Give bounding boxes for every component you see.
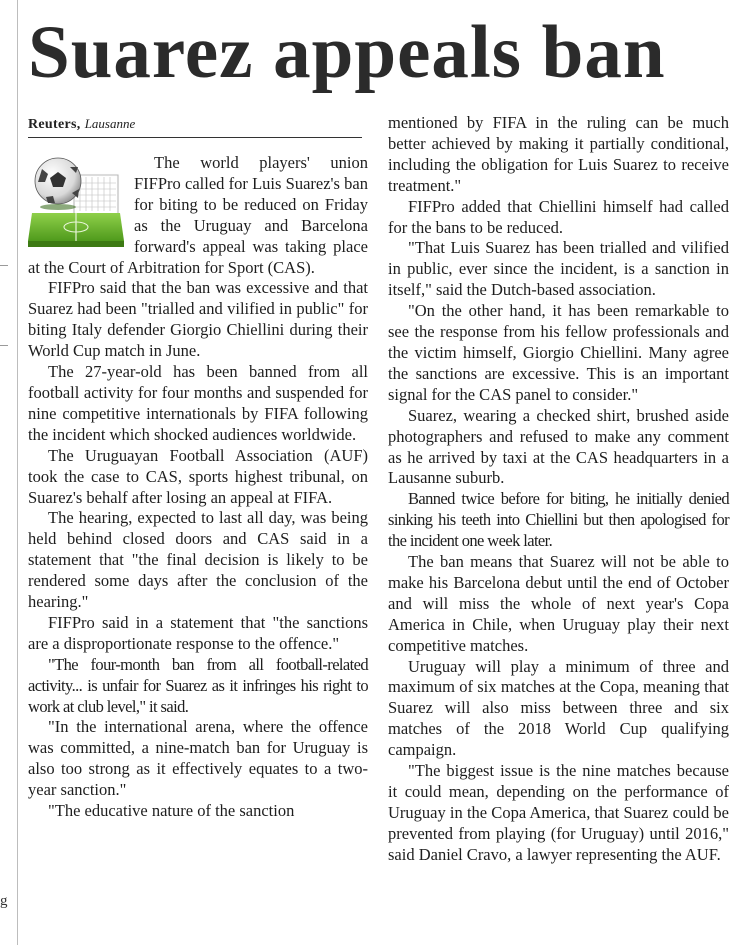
- paragraph: The world players' union FIFPro called for Luis Suarez's ban for biting to be reduced on Friday as the Uruguay and Barcelona forward's appeal was taking place at the Court of Arbitration for Sport (CAS).: [28, 153, 368, 277]
- article-column-1: [28, 153, 368, 822]
- football-goal-icon: [28, 155, 126, 251]
- adjacent-article-fragment: g: [0, 893, 8, 909]
- headline: Suarez appeals ban: [28, 11, 666, 94]
- byline-agency: Reuters,: [28, 117, 81, 132]
- paragraph: "The biggest issue is the nine matches because it could mean, depending on the performance of Uruguay in the Copa America, that Suarez could be prevented from playing (for Uruguay) until 2016," said Daniel Cravo, a lawyer representing the AUF.: [388, 761, 729, 864]
- column-rule: [17, 0, 18, 945]
- article-column-2: [388, 113, 729, 866]
- paragraph: The hearing, expected to last all day, was being held behind closed doors and CAS said in a statement that "the final decision is likely to be rendered some days after the conclusion of the hearing.": [28, 508, 368, 612]
- paragraph: "The four-month ban from all football-related activity... is unfair for Suarez as it infringes his right to work at club level," it said.: [28, 654, 368, 716]
- edge-tick: [0, 265, 8, 266]
- paragraph: "On the other hand, it has been remarkable to see the response from his fellow professionals and the victim himself, Giorgio Chiellini. Many agree the sanctions are excessive. This is an important signal for the CAS panel to consider.": [388, 301, 729, 404]
- paragraph: The Uruguayan Football Association (AUF) took the case to CAS, sports highest tribunal, on Suarez's behalf after losing an appeal at FIFA.: [28, 445, 368, 507]
- paragraph: "The educative nature of the sanction: [48, 801, 295, 821]
- edge-tick: [0, 345, 8, 346]
- paragraph: FIFPro said that the ban was excessive and that Suarez had been "trialled and vilified in public" for biting Italy defender Giorgio Chiellini during their World Cup match in June.: [28, 278, 368, 361]
- byline: [28, 115, 362, 138]
- paragraph: The 27-year-old has been banned from all football activity for four months and suspended for nine competitive internationals by FIFA following the incident which shocked audiences worldwide.: [28, 362, 368, 444]
- paragraph: Suarez, wearing a checked shirt, brushed aside photographers and refused to make any comment as he arrived by taxi at the CAS headquarters in a Lausanne suburb.: [388, 405, 729, 488]
- paragraph: The ban means that Suarez will not be able to make his Barcelona debut until the end of October and will miss the whole of next year's Copa America in Chile, when Uruguay play their next competitive matches.: [388, 552, 729, 655]
- paragraph: "In the international arena, where the offence was committed, a nine-match ban for Uruguay is also too strong as it effectively equates to a two-year sanction.": [28, 717, 368, 800]
- paragraph: FIFPro added that Chiellini himself had called for the bans to be reduced.: [388, 196, 729, 237]
- paragraph: Uruguay will play a minimum of three and maximum of six matches at the Copa, meaning that Suarez will also miss between three and six matches of the 2018 World Cup qualifying campaign.: [388, 656, 729, 760]
- byline-location: Lausanne: [84, 116, 136, 131]
- paragraph: "That Luis Suarez has been trialled and vilified in public, ever since the incident, is a sanction in itself," said the Dutch-based association.: [388, 238, 729, 300]
- paragraph: mentioned by FIFA in the ruling can be much better achieved by making it partially conditional, including the obligation for Luis Suarez to receive treatment.": [388, 113, 729, 195]
- paragraph: Banned twice before for biting, he initially denied sinking his teeth into Chiellini but then apologised for the incident one week later.: [388, 489, 729, 551]
- paragraph: FIFPro said in a statement that "the sanctions are a disproportionate response to the offence.": [28, 612, 368, 653]
